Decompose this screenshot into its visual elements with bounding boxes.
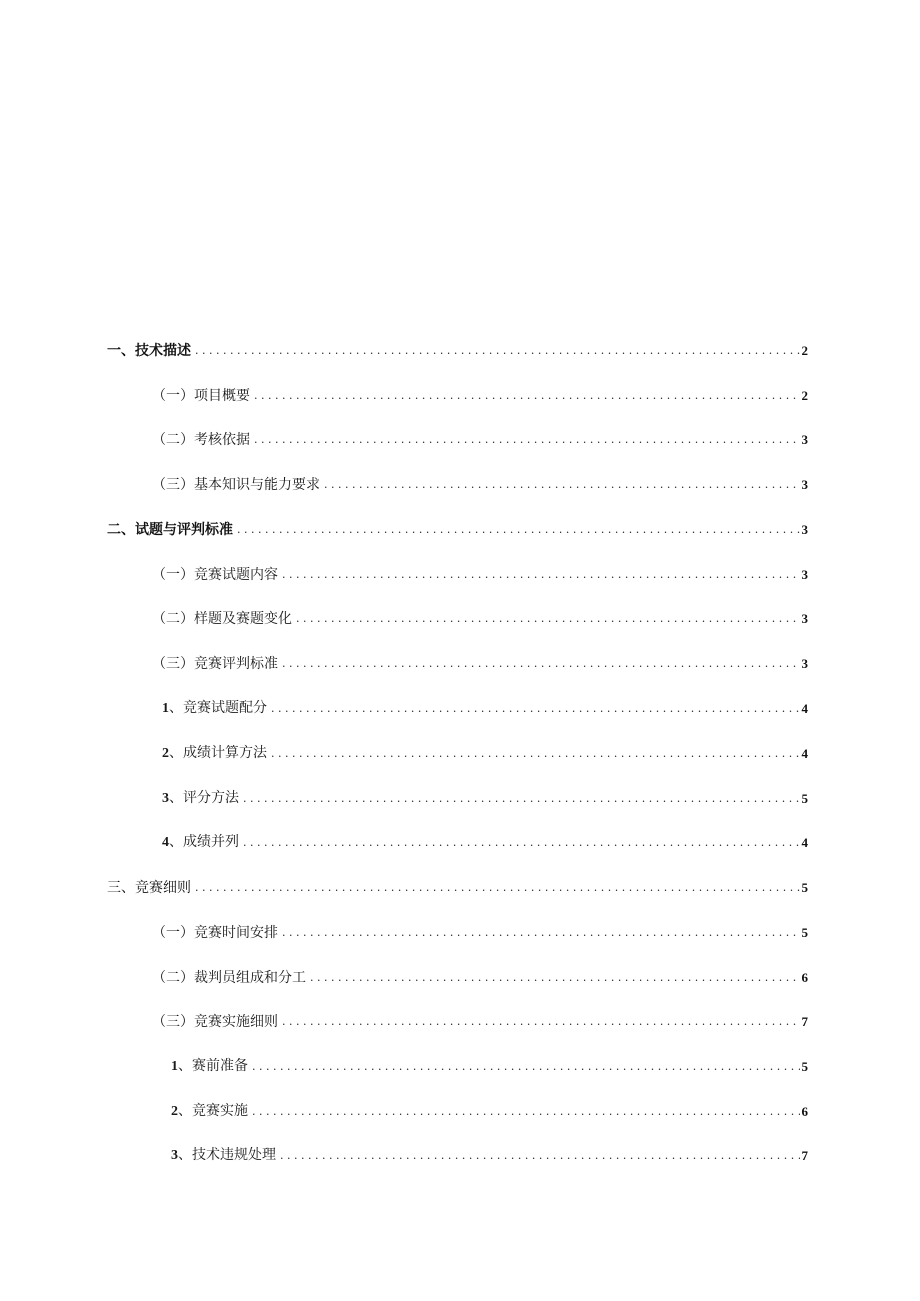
toc-entry-number: 2 (171, 1104, 178, 1119)
toc-entry-label: （一）竞赛时间安排 (152, 925, 278, 941)
toc-entry-label (162, 833, 241, 852)
toc-entry-violation-handling[interactable] (171, 1143, 808, 1165)
toc-page-number: 2 (801, 388, 808, 403)
toc-entry-label: （三）竞赛实施细则 (152, 1014, 278, 1030)
toc-entry-judging-criteria[interactable] (152, 651, 808, 673)
toc-entry-number: 1 (162, 701, 169, 716)
toc-page-number: 5 (801, 1059, 808, 1074)
toc-page-number: 3 (801, 656, 808, 671)
toc-dot-leader (271, 700, 800, 718)
toc-entry-label: （二）裁判员组成和分工 (152, 970, 306, 986)
toc-page-number: 7 (801, 1148, 808, 1163)
toc-page-number: 7 (801, 1014, 808, 1029)
toc-entry-implementation-rules[interactable] (152, 1009, 808, 1031)
toc-entry-label: 二、试题与评判标准 (107, 522, 233, 538)
toc-entry-label (162, 789, 241, 808)
toc-entry-number: 3 (171, 1148, 178, 1163)
toc-entry-test-and-criteria[interactable] (107, 517, 808, 539)
toc-entry-label: （一）项目概要 (152, 388, 250, 404)
toc-page-number: 5 (801, 791, 808, 806)
toc-entry-number: 1 (171, 1059, 178, 1074)
toc-dot-leader (282, 1013, 800, 1031)
toc-page-number: 2 (801, 343, 808, 358)
toc-page-number: 4 (801, 701, 808, 716)
toc-dot-leader (243, 790, 800, 808)
toc-entry-score-allocation[interactable] (162, 696, 808, 718)
toc-entry-text: 、评分方法 (169, 790, 239, 806)
toc-dot-leader (282, 924, 800, 942)
toc-dot-leader (252, 1058, 800, 1076)
toc-entry-number: 2 (162, 746, 169, 761)
toc-entry-label (171, 1102, 250, 1121)
toc-entry-competition-execution[interactable] (171, 1099, 808, 1121)
toc-entry-referee-composition[interactable] (152, 965, 808, 987)
toc-page-number: 6 (801, 1104, 808, 1119)
toc-dot-leader (296, 610, 800, 628)
toc-entry-competition-rules[interactable] (107, 875, 808, 897)
toc-entry-schedule[interactable] (152, 920, 808, 942)
toc-entry-label: （二）考核依据 (152, 432, 250, 448)
toc-entry-text: 、赛前准备 (178, 1058, 248, 1074)
toc-page-number: 3 (801, 522, 808, 537)
toc-dot-leader (280, 1147, 800, 1165)
toc-dot-leader (282, 655, 800, 673)
toc-entry-text: 、竞赛实施 (178, 1103, 248, 1119)
toc-entry-label: 一、技术描述 (107, 343, 191, 359)
toc-dot-leader (237, 521, 800, 539)
toc-page-number: 3 (801, 477, 808, 492)
toc-dot-leader (254, 387, 800, 405)
toc-entry-label (171, 1146, 278, 1165)
toc-entry-label: 三、竞赛细则 (107, 880, 191, 896)
toc-dot-leader (271, 745, 800, 763)
toc-entry-label (171, 1057, 250, 1076)
toc-page-number: 3 (801, 432, 808, 447)
toc-entry-scoring-method[interactable] (162, 786, 808, 808)
toc-entry-number: 3 (162, 791, 169, 806)
toc-entry-project-overview[interactable] (152, 383, 808, 405)
toc-entry-text: 、竞赛试题配分 (169, 700, 267, 716)
toc-page-number: 5 (801, 925, 808, 940)
toc-dot-leader (254, 431, 800, 449)
toc-entry-label (162, 699, 269, 718)
toc-entry-score-calculation[interactable] (162, 741, 808, 763)
toc-entry-number: 4 (162, 835, 169, 850)
toc-dot-leader (252, 1103, 800, 1121)
toc-entry-tied-scores[interactable] (162, 830, 808, 852)
toc-entry-text: 、成绩计算方法 (169, 745, 267, 761)
toc-dot-leader (243, 834, 800, 852)
toc-entry-sample-questions[interactable] (152, 606, 808, 628)
toc-entry-test-content[interactable] (152, 562, 808, 584)
toc-page-number: 3 (801, 611, 808, 626)
toc-page-number: 4 (801, 746, 808, 761)
toc-page-number: 5 (801, 880, 808, 895)
toc-page-number: 6 (801, 970, 808, 985)
toc-page-number: 3 (801, 567, 808, 582)
toc-entry-label: （二）样题及赛题变化 (152, 611, 292, 627)
toc-entry-label: （一）竞赛试题内容 (152, 567, 278, 583)
toc-entry-label: （三）竞赛评判标准 (152, 656, 278, 672)
toc-entry-technical-description[interactable] (107, 338, 808, 360)
toc-dot-leader (310, 969, 800, 987)
toc-entry-label: （三）基本知识与能力要求 (152, 477, 320, 493)
toc-entry-assessment-basis[interactable] (152, 427, 808, 449)
toc-entry-pre-competition-prep[interactable] (171, 1054, 808, 1076)
toc-entry-knowledge-requirements[interactable] (152, 472, 808, 494)
toc-dot-leader (282, 566, 800, 584)
toc-dot-leader (195, 342, 800, 360)
toc-dot-leader (195, 879, 800, 897)
toc-page-number: 4 (801, 835, 808, 850)
toc-entry-text: 、技术违规处理 (178, 1147, 276, 1163)
toc-entry-label (162, 744, 269, 763)
toc-entry-text: 、成绩并列 (169, 834, 239, 850)
toc-dot-leader (324, 476, 800, 494)
